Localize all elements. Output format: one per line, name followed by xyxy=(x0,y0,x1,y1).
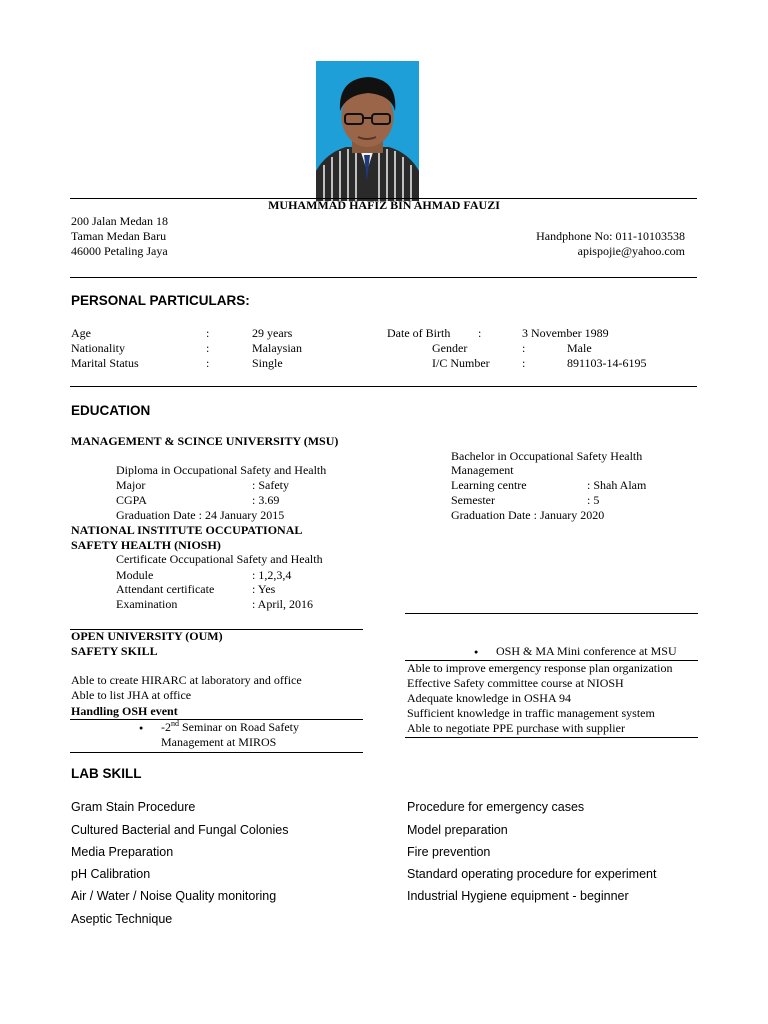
address-line-2: Taman Medan Baru xyxy=(71,229,167,243)
safety-right-2: Effective Safety committee course at NIOSH xyxy=(407,676,624,690)
safety-skill-1: Able to create HIRARC at laboratory and office xyxy=(71,673,302,687)
ic-label: I/C Number xyxy=(432,356,490,370)
safety-skill-2: Able to list JHA at office xyxy=(71,688,192,702)
bachelor-semester-value: : 5 xyxy=(587,493,600,507)
lab-skill-right-2: Model preparation xyxy=(407,823,508,837)
niosh-module-label: Module xyxy=(116,568,154,582)
seminar-item-line-2: Management at MIROS xyxy=(161,735,277,749)
address-line-3: 46000 Petaling Jaya xyxy=(71,244,168,258)
seminar-prefix: -2 xyxy=(161,720,171,734)
niosh-certificate: Certificate Occupational Safety and Health xyxy=(116,552,323,566)
profile-photo xyxy=(316,61,419,201)
lab-skill-left-5: Air / Water / Noise Quality monitoring xyxy=(71,889,277,903)
niosh-attend-label: Attendant certificate xyxy=(116,582,215,596)
marital-value: Single xyxy=(252,356,283,370)
age-label: Age xyxy=(71,326,91,340)
oum-name: OPEN UNIVERSITY (OUM) xyxy=(71,629,223,643)
address-line-1: 200 Jalan Medan 18 xyxy=(71,214,168,228)
handling-rule-bottom xyxy=(70,752,363,753)
niosh-name-line-1: NATIONAL INSTITUTE OCCUPATIONAL xyxy=(71,523,303,537)
safety-right-3: Adequate knowledge in OSHA 94 xyxy=(407,691,571,705)
lab-skill-left-2: Cultured Bacterial and Fungal Colonies xyxy=(71,823,289,837)
msu-graduation: Graduation Date : 24 January 2015 xyxy=(116,508,285,522)
msu-major-label: Major xyxy=(116,478,146,492)
person-silhouette-icon xyxy=(316,61,419,201)
safety-right-5: Able to negotiate PPE purchase with supplier xyxy=(407,721,625,735)
msu-name: MANAGEMENT & SCINCE UNIVERSITY (MSU) xyxy=(71,434,339,448)
msu-cgpa-label: CGPA xyxy=(116,493,147,507)
marital-sep: : xyxy=(206,356,210,370)
ic-sep: : xyxy=(522,356,526,370)
bachelor-title-line-1: Bachelor in Occupational Safety Health xyxy=(451,449,643,463)
ic-value: 891103-14-6195 xyxy=(567,356,647,370)
niosh-attend-value: : Yes xyxy=(252,582,276,596)
age-sep: : xyxy=(206,326,210,340)
bachelor-centre-label: Learning centre xyxy=(451,478,527,492)
niosh-name-line-2: SAFETY HEALTH (NIOSH) xyxy=(71,538,221,552)
phone-number: Handphone No: 011-10103538 xyxy=(536,229,685,243)
nationality-label: Nationality xyxy=(71,341,125,355)
handling-osh-title: Handling OSH event xyxy=(71,704,178,718)
seminar-item xyxy=(161,720,299,735)
dob-sep: : xyxy=(478,326,482,340)
personal-section-title: PERSONAL PARTICULARS: xyxy=(71,293,250,308)
safety-right-4: Sufficient knowledge in traffic management system xyxy=(407,706,655,720)
bachelor-title-line-2: Management xyxy=(451,463,514,477)
niosh-exam-label: Examination xyxy=(116,597,178,611)
conference-item: ● OSH & MA Mini conference at MSU xyxy=(496,644,677,659)
dob-value: 3 November 1989 xyxy=(522,326,609,340)
lab-skill-right-5: Industrial Hygiene equipment - beginner xyxy=(407,889,629,903)
education-section-title: EDUCATION xyxy=(71,403,151,418)
lab-skill-right-1: Procedure for emergency cases xyxy=(407,800,585,814)
seminar-ordinal-suffix: nd xyxy=(171,719,179,728)
dob-label: Date of Birth xyxy=(387,326,451,340)
safety-section-title: SAFETY SKILL xyxy=(71,644,158,658)
header-rule-bottom xyxy=(70,277,697,278)
personal-rule xyxy=(70,386,697,387)
lab-skill-right-3: Fire prevention xyxy=(407,845,491,859)
nationality-value: Malaysian xyxy=(252,341,302,355)
safety-right-rule xyxy=(405,737,698,738)
bachelor-graduation: Graduation Date : January 2020 xyxy=(451,508,605,522)
lab-skill-left-1: Gram Stain Procedure xyxy=(71,800,196,814)
lab-skill-left-4: pH Calibration xyxy=(71,867,151,881)
marital-label: Marital Status xyxy=(71,356,139,370)
niosh-exam-value: : April, 2016 xyxy=(252,597,314,611)
lab-skill-right-4: Standard operating procedure for experiment xyxy=(407,867,657,881)
email-address: apispojie@yahoo.com xyxy=(577,244,685,258)
lab-section-title: LAB SKILL xyxy=(71,766,142,781)
lab-skill-left-6: Aseptic Technique xyxy=(71,912,173,926)
seminar-title: Seminar on Road Safety xyxy=(179,720,299,734)
gender-value: Male xyxy=(567,341,592,355)
niosh-module-value: : 1,2,3,4 xyxy=(252,568,292,582)
gender-sep: : xyxy=(522,341,526,355)
nationality-sep: : xyxy=(206,341,210,355)
candidate-name: MUHAMMAD HAFIZ BIN AHMAD FAUZI xyxy=(268,198,500,212)
education-right-rule xyxy=(405,613,698,614)
bachelor-centre-value: : Shah Alam xyxy=(587,478,647,492)
msu-major-value: : Safety xyxy=(252,478,289,492)
bachelor-semester-label: Semester xyxy=(451,493,495,507)
msu-diploma: Diploma in Occupational Safety and Health xyxy=(116,463,327,477)
msu-cgpa-value: : 3.69 xyxy=(252,493,280,507)
age-value: 29 years xyxy=(252,326,293,340)
gender-label: Gender xyxy=(432,341,468,355)
lab-skill-left-3: Media Preparation xyxy=(71,845,174,859)
safety-right-1: Able to improve emergency response plan organization xyxy=(407,661,673,675)
